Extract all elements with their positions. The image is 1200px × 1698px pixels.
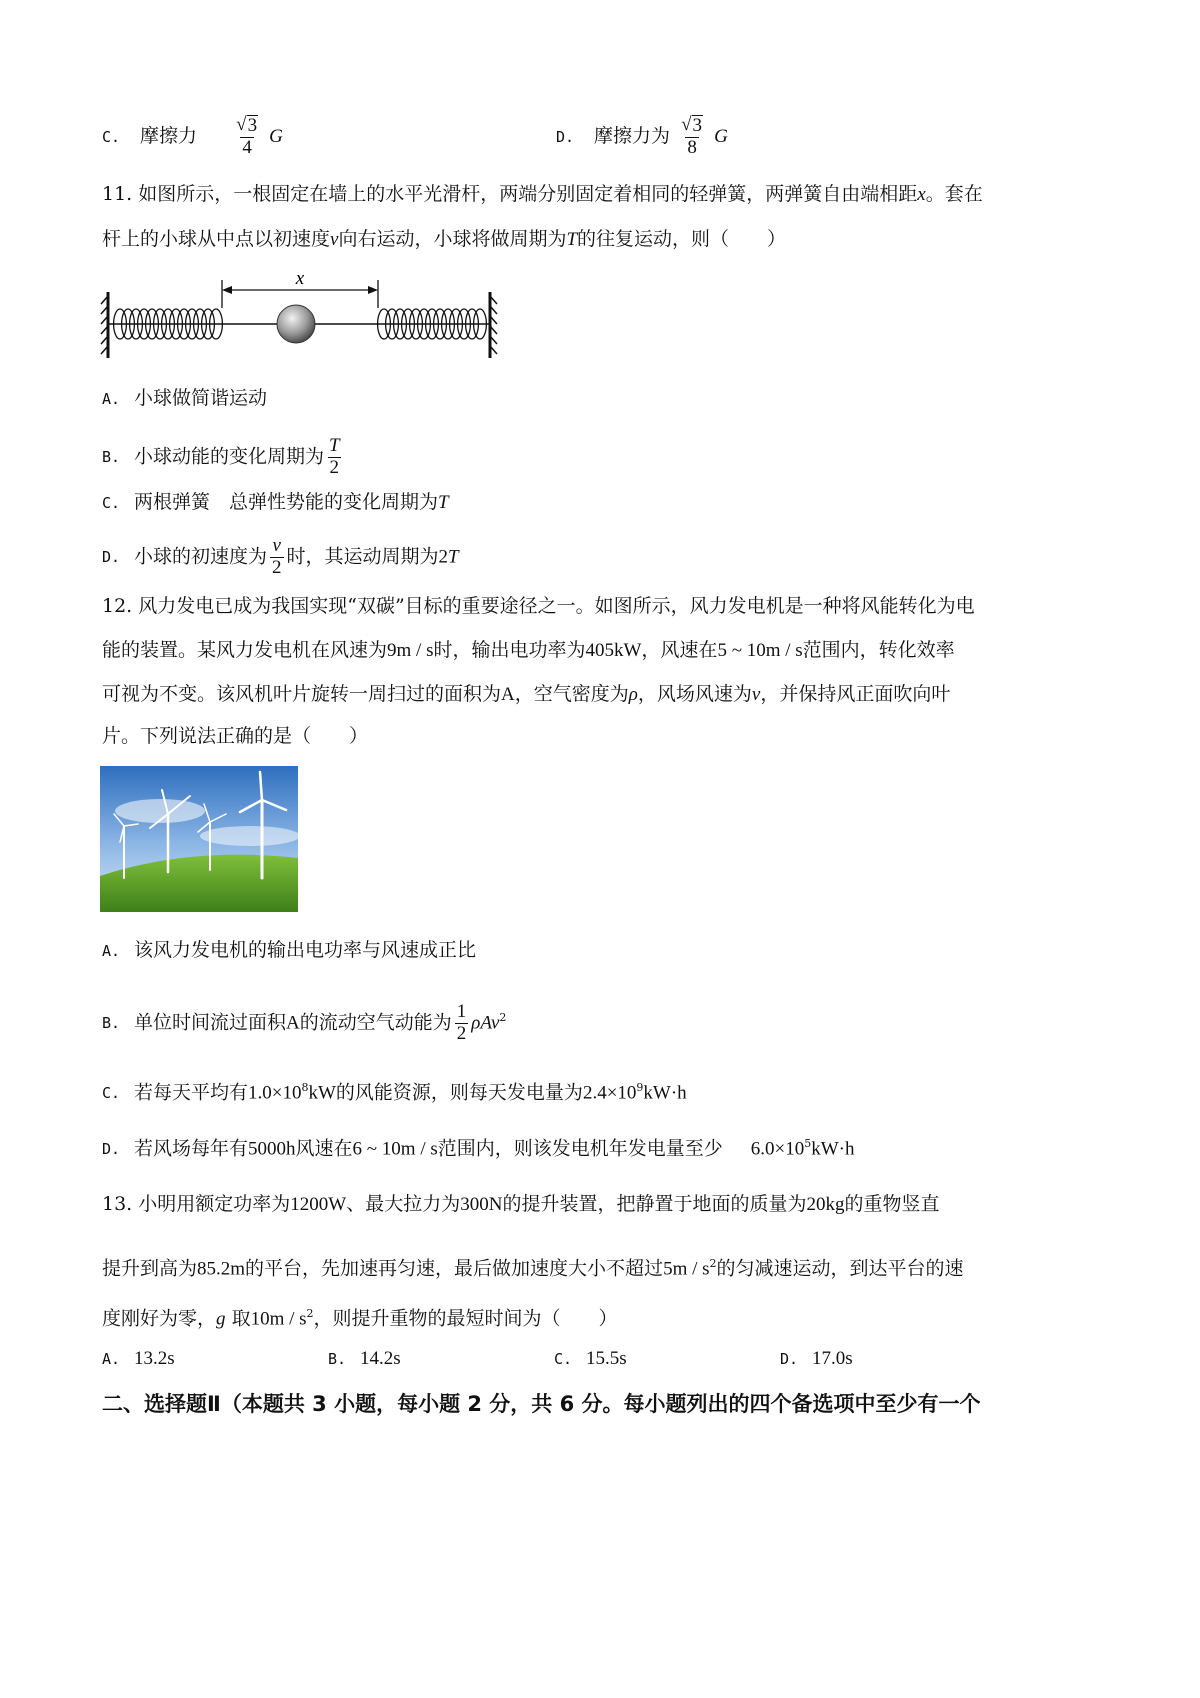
q10-option-c bbox=[102, 115, 283, 159]
arrow-left bbox=[222, 286, 232, 294]
q13-stem-line1: 13. 小明用额定功率为1200W、最大拉力为300N的提升装置，把静置于地面的质量为20kg的重物竖直 bbox=[102, 1193, 940, 1215]
right-wall bbox=[490, 292, 497, 358]
wind-turbine-photo bbox=[100, 766, 298, 912]
fraction: $\frac{1}{2}$ bbox=[456, 1001, 467, 1044]
q12-option-a: A. 该风力发电机的输出电功率与风速成正比 bbox=[102, 939, 477, 961]
q12-stem-line1: 12. 风力发电已成为我国实现“双碳”目标的重要途径之一。如图所示，风力发电机是一种将风能转化为电 bbox=[102, 595, 975, 617]
fraction: √ 3 8 bbox=[681, 114, 703, 158]
q13-stem-line2: 提升到高为85.2m的平台，先加速再匀速，最后做加速度大小不超过$5m / s^2$的匀减速运动，到达平台的速 bbox=[102, 1257, 964, 1280]
q13-option-c: C. 15.5s bbox=[554, 1348, 627, 1369]
q13-option-a: A. 13.2s bbox=[102, 1348, 175, 1369]
q12-option-b: B. 单位时间流过面积A的流动空气动能为 $\frac{1}{2}$ ρAv$^2$ bbox=[102, 1001, 507, 1044]
left-wall bbox=[101, 292, 108, 358]
variable: G bbox=[269, 125, 283, 147]
q12-option-d: D. 若风场每年有5000h风速在6 ~ 10m / s范围内，则该发电机年发电量至少 $6.0\times 10^5kW\cdot h$ bbox=[102, 1137, 855, 1160]
q10-option-d bbox=[556, 115, 728, 159]
option-text: 摩擦力 bbox=[140, 124, 198, 147]
section-heading: 二、选择题Ⅱ（本题共 3 小题，每小题 2 分，共 6 分。每小题列出的四个备选项中至少有一个 bbox=[102, 1392, 981, 1416]
ball bbox=[277, 305, 315, 343]
q13-stem-line3: 度刚好为零，g 取$10m / s^2$，则提升重物的最短时间为（ ） bbox=[102, 1307, 618, 1330]
q11-option-d: D. 小球的初速度为 $\frac{v}{2}$ 时，其运动周期为2T bbox=[102, 535, 459, 578]
q11-option-c: C. 两根弹簧 总弹性势能的变化周期为T bbox=[102, 491, 449, 513]
fraction: $\frac{T}{2}$ bbox=[329, 435, 340, 478]
arrow-right bbox=[368, 286, 378, 294]
q12-option-c: C. 若每天平均有$1.0\times 10^8kW$的风能资源，则每天发电量为$2.4\times 10^9kW\cdot h$ bbox=[102, 1081, 687, 1104]
q13-option-b: B. 14.2s bbox=[328, 1348, 401, 1369]
fraction: $\frac{v}{2}$ bbox=[272, 535, 282, 578]
spring-ball-figure bbox=[98, 268, 508, 368]
fraction: √ 3 4 bbox=[236, 114, 258, 158]
q13-option-d: D. 17.0s bbox=[780, 1348, 853, 1369]
q12-stem-line3: 可视为不变。该风机叶片旋转一周扫过的面积为A，空气密度为ρ，风场风速为v，并保持风正面吹向叶 bbox=[102, 683, 951, 705]
cloud bbox=[200, 826, 298, 846]
q11-stem-line2: 杆上的小球从中点以初速度v向右运动，小球将做周期为T的往复运动，则（ ） bbox=[102, 228, 787, 250]
variable: G bbox=[714, 125, 728, 147]
q11-option-a: A. 小球做简谐运动 bbox=[102, 387, 268, 409]
distance-label: x bbox=[295, 268, 305, 289]
option-letter: C. bbox=[102, 127, 121, 146]
q11-option-b: B. 小球动能的变化周期为 $\frac{T}{2}$ bbox=[102, 435, 340, 478]
q12-stem-line2: 能的装置。某风力发电机在风速为9m / s时，输出电功率为405kW，风速在5 ~ 10m / s范围内，转化效率 bbox=[102, 639, 955, 661]
option-text: 摩擦力为 bbox=[594, 124, 671, 147]
q12-stem-line4: 片。下列说法正确的是（ ） bbox=[102, 725, 369, 747]
q11-stem-line1: 11. 如图所示，一根固定在墙上的水平光滑杆，两端分别固定着相同的轻弹簧，两弹簧自由端相距x。套在 bbox=[102, 183, 983, 205]
option-letter: D. bbox=[556, 127, 575, 146]
